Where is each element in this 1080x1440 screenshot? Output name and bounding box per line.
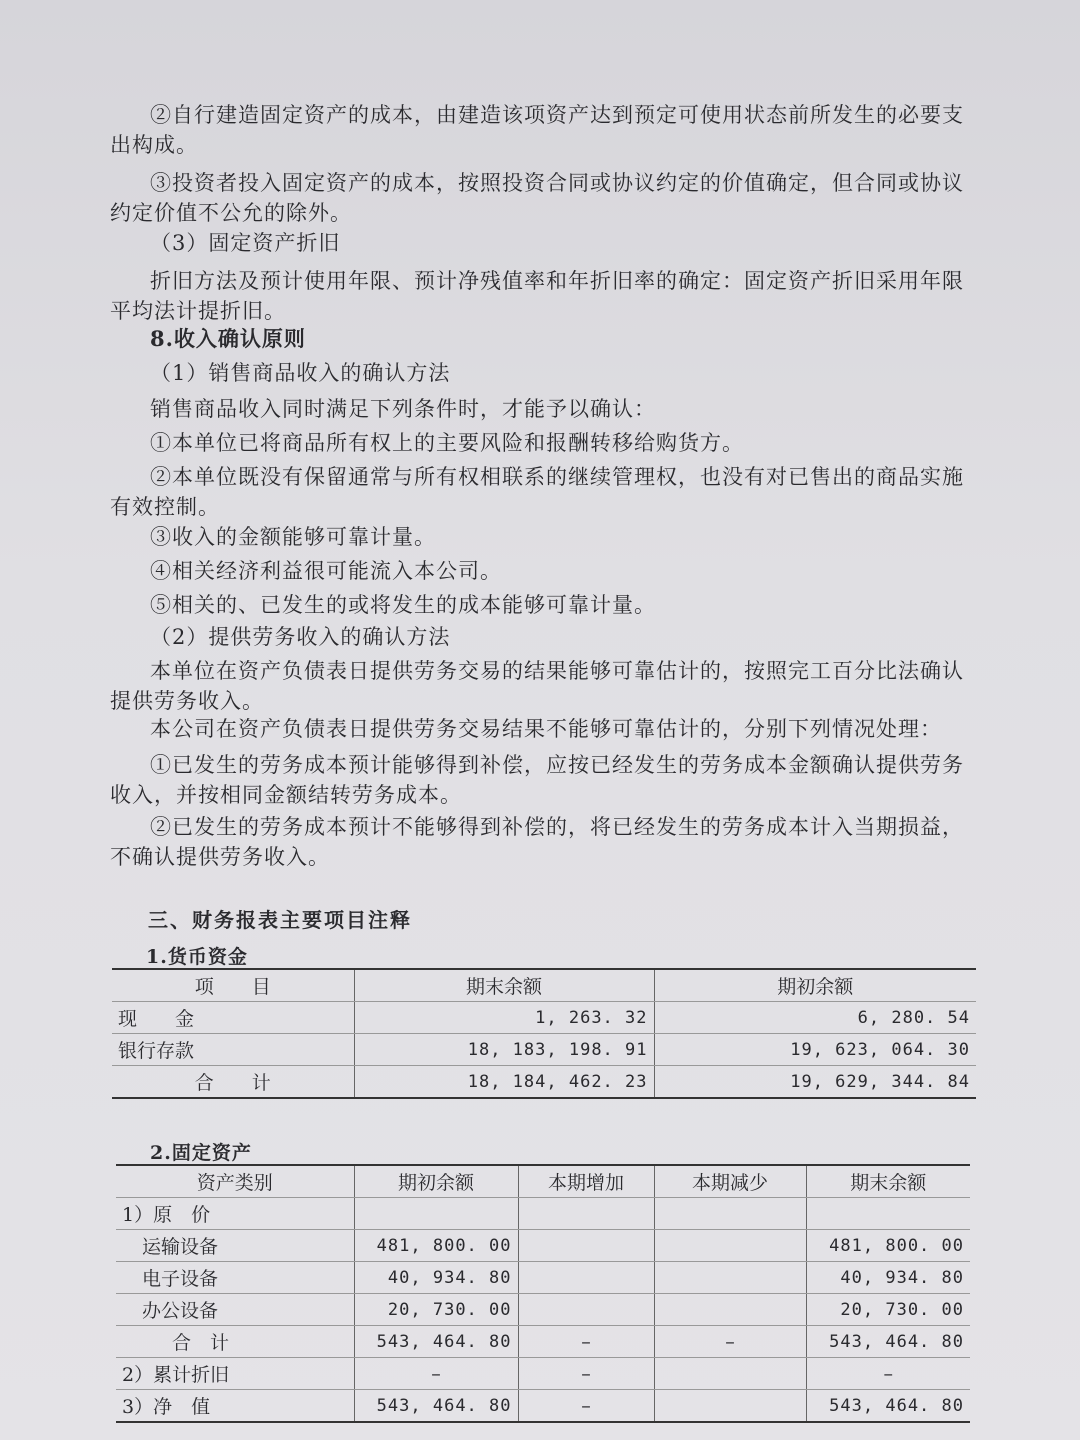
cell-value	[654, 1294, 806, 1326]
table-row	[116, 1358, 970, 1390]
section-title: 三、财务报表主要项目注释	[148, 908, 412, 932]
cell-value	[518, 1262, 654, 1294]
paragraph: ③投资者投入固定资产的成本，按照投资合同或协议约定的价值确定，但合同或协议约定价值不公允的除外。	[110, 171, 964, 225]
paragraph: ①已发生的劳务成本预计能够得到补偿，应按已经发生的劳务成本金额确认提供劳务收入，并按相同金额结转劳务成本。	[110, 753, 964, 807]
cell-value: 18, 183, 198. 91	[354, 1034, 654, 1066]
row-label: 合 计	[116, 1326, 354, 1358]
cell-value: 543, 464. 80	[806, 1326, 970, 1358]
row-label: 3）净 值	[116, 1390, 354, 1423]
row-label: 2）累计折旧	[116, 1358, 354, 1390]
cell-value	[518, 1230, 654, 1262]
cell-value: 6, 280. 54	[654, 1002, 976, 1034]
cell-value: 20, 730. 00	[806, 1294, 970, 1326]
row-label: 银行存款	[112, 1034, 354, 1066]
cell-value	[654, 1230, 806, 1262]
table-row	[116, 1326, 970, 1358]
subheading: （1）销售商品收入的确认方法	[150, 361, 451, 385]
row-label: 现 金	[112, 1002, 354, 1034]
row-label: 1）原 价	[116, 1198, 354, 1230]
column-header: 期末余额	[806, 1165, 970, 1198]
cell-value: 20, 730. 00	[354, 1294, 518, 1326]
paragraph: 本单位在资产负债表日提供劳务交易的结果能够可靠估计的，按照完工百分比法确认提供劳务收入。	[110, 659, 964, 713]
cell-value: –	[806, 1358, 970, 1390]
paragraph: ⑤相关的、已发生的或将发生的成本能够可靠计量。	[150, 593, 656, 617]
column-header: 本期减少	[654, 1165, 806, 1198]
column-header: 期初余额	[654, 969, 976, 1002]
table-row	[116, 1262, 970, 1294]
column-header: 期末余额	[354, 969, 654, 1002]
cell-value	[518, 1294, 654, 1326]
table-row	[116, 1294, 970, 1326]
table-row	[112, 1002, 976, 1034]
subheading: （2）提供劳务收入的确认方法	[150, 625, 451, 649]
row-label: 电子设备	[116, 1262, 354, 1294]
cash-table	[112, 968, 976, 1099]
cell-value	[654, 1198, 806, 1230]
paragraph: 本公司在资产负债表日提供劳务交易结果不能够可靠估计的，分别下列情况处理：	[150, 717, 942, 741]
cell-value	[654, 1358, 806, 1390]
paragraph: ④相关经济利益很可能流入本公司。	[150, 559, 502, 583]
paragraph: ②本单位既没有保留通常与所有权相联系的继续管理权，也没有对已售出的商品实施有效控制。	[110, 465, 964, 519]
section-heading: 8.收入确认原则	[150, 326, 306, 351]
paragraph: ③收入的金额能够可靠计量。	[150, 525, 436, 549]
table-row	[116, 1198, 970, 1230]
table-row	[116, 1390, 970, 1423]
cell-value: –	[354, 1358, 518, 1390]
paragraph: ①本单位已将商品所有权上的主要风险和报酬转移给购货方。	[150, 431, 744, 455]
cell-value: –	[654, 1326, 806, 1358]
fixed-assets-table-title: 2.固定资产	[150, 1142, 252, 1164]
cell-value: 543, 464. 80	[354, 1390, 518, 1423]
column-header: 资产类别	[116, 1165, 354, 1198]
paragraph: ②已发生的劳务成本预计不能够得到补偿的，将已经发生的劳务成本计入当期损益，不确认提供劳务收入。	[110, 815, 964, 869]
fixed-assets-table	[116, 1164, 970, 1423]
cell-value	[806, 1198, 970, 1230]
cell-value: 543, 464. 80	[354, 1326, 518, 1358]
row-label: 办公设备	[116, 1294, 354, 1326]
cell-value: –	[518, 1358, 654, 1390]
cell-value: 1, 263. 32	[354, 1002, 654, 1034]
cell-value	[354, 1198, 518, 1230]
row-label: 运输设备	[116, 1230, 354, 1262]
cell-value: 481, 800. 00	[354, 1230, 518, 1262]
subheading: （3）固定资产折旧	[150, 231, 341, 255]
table-header-row	[116, 1165, 970, 1198]
column-header: 期初余额	[354, 1165, 518, 1198]
cell-value	[518, 1198, 654, 1230]
cell-value	[654, 1262, 806, 1294]
cell-value: 19, 623, 064. 30	[654, 1034, 976, 1066]
cell-value: 543, 464. 80	[806, 1390, 970, 1423]
cell-value: 18, 184, 462. 23	[354, 1066, 654, 1099]
table-row	[116, 1230, 970, 1262]
cell-value: 40, 934. 80	[806, 1262, 970, 1294]
paragraph: 折旧方法及预计使用年限、预计净残值率和年折旧率的确定：固定资产折旧采用年限平均法计提折旧。	[110, 269, 964, 323]
table-header-row	[112, 969, 976, 1002]
column-header: 项 目	[112, 969, 354, 1002]
row-label: 合 计	[112, 1066, 354, 1099]
cell-value: 19, 629, 344. 84	[654, 1066, 976, 1099]
paragraph: ②自行建造固定资产的成本，由建造该项资产达到预定可使用状态前所发生的必要支出构成。	[110, 103, 964, 157]
cell-value: 481, 800. 00	[806, 1230, 970, 1262]
cash-table-title: 1.货币资金	[146, 946, 248, 968]
cell-value	[654, 1390, 806, 1423]
paragraph: 销售商品收入同时满足下列条件时，才能予以确认：	[150, 397, 656, 421]
cell-value: –	[518, 1390, 654, 1423]
column-header: 本期增加	[518, 1165, 654, 1198]
cell-value: –	[518, 1326, 654, 1358]
table-row	[112, 1034, 976, 1066]
cell-value: 40, 934. 80	[354, 1262, 518, 1294]
table-row	[112, 1066, 976, 1099]
